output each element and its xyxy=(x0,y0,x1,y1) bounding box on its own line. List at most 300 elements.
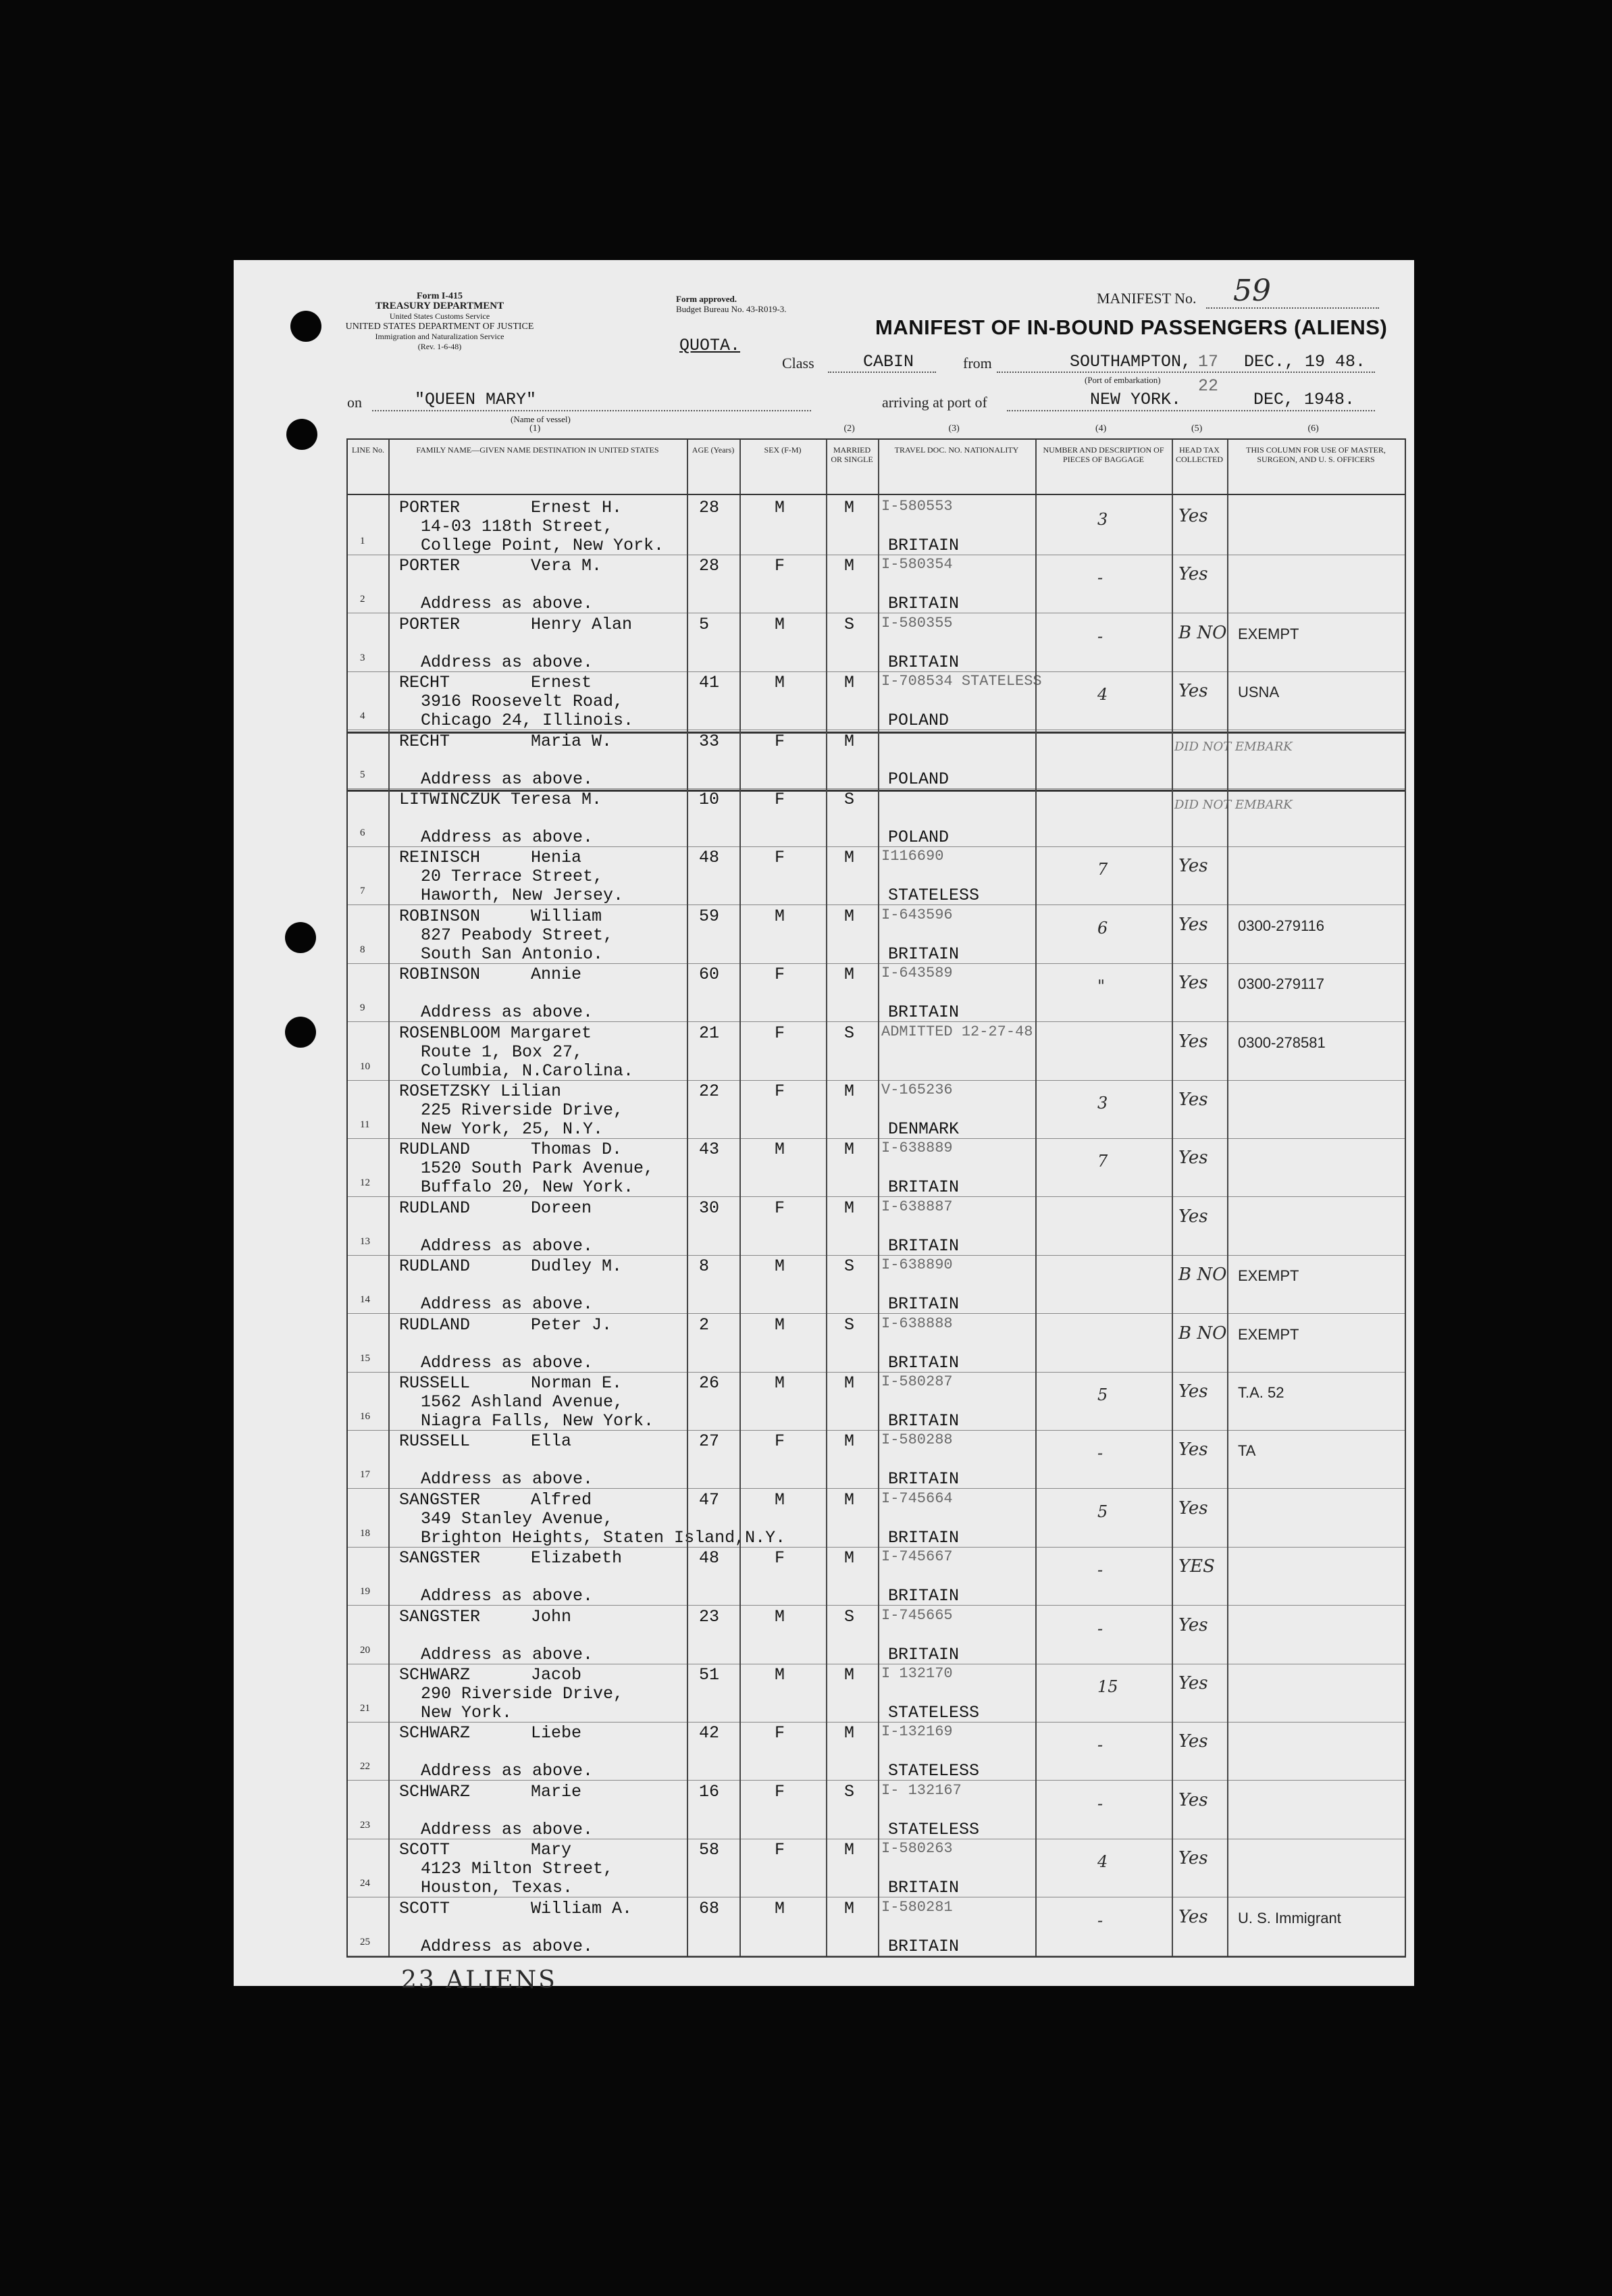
travel-doc-number: I-638889 xyxy=(881,1140,953,1157)
age: 47 xyxy=(699,1489,720,1510)
passenger-name: ROSETZSKY Lilian xyxy=(399,1081,562,1101)
address-line-1: 225 Riverside Drive, xyxy=(421,1100,624,1120)
baggage-count: - xyxy=(1097,1793,1103,1813)
column-divider xyxy=(826,440,827,1956)
travel-doc-number: I-745664 xyxy=(881,1489,953,1507)
form-agency-block xyxy=(328,291,551,352)
head-tax: Yes xyxy=(1178,1673,1208,1693)
table-row xyxy=(348,1839,1405,1897)
passenger-name: SANGSTER Elizabeth xyxy=(399,1548,623,1568)
sex: M xyxy=(775,1315,785,1335)
table-row xyxy=(348,1897,1405,1956)
column-header: MARRIED OR SINGLE xyxy=(831,445,873,464)
address-line-1: 1562 Ashland Avenue, xyxy=(421,1392,624,1412)
passenger-name: RUDLAND Thomas D. xyxy=(399,1140,623,1160)
age: 51 xyxy=(699,1665,720,1685)
passenger-name: SCOTT William A. xyxy=(399,1898,633,1918)
nationality: BRITAIN xyxy=(888,1294,960,1315)
nationality: BRITAIN xyxy=(888,1235,960,1256)
manifest-title: MANIFEST OF IN-BOUND PASSENGERS (ALIENS) xyxy=(875,315,1388,339)
marital-status: M xyxy=(844,848,855,868)
passenger-name: PORTER Henry Alan xyxy=(399,614,633,634)
passenger-name: PORTER Vera M. xyxy=(399,556,602,576)
baggage-count: 15 xyxy=(1097,1677,1118,1696)
line-number: 7 xyxy=(360,886,365,897)
table-row xyxy=(348,1197,1405,1256)
sex: F xyxy=(775,1023,785,1043)
table-row xyxy=(348,846,1405,905)
passenger-name: SCHWARZ Liebe xyxy=(399,1723,582,1743)
address-line-2: Address as above. xyxy=(421,827,594,847)
passenger-name: ROBINSON Annie xyxy=(399,965,582,985)
table-row xyxy=(348,963,1405,1022)
travel-doc-number: I-638888 xyxy=(881,1315,953,1332)
head-tax: YES xyxy=(1178,1556,1215,1577)
column-header: THIS COLUMN FOR USE OF MASTER, SURGEON, AND U. S. OFFICERS xyxy=(1246,445,1386,464)
head-tax: Yes xyxy=(1178,506,1208,526)
column-header: AGE (Years) xyxy=(692,445,735,455)
address-line-2: Address as above. xyxy=(421,1294,594,1315)
passenger-name: LITWINCZUK Teresa M. xyxy=(399,790,602,809)
column-header: SEX (F-M) xyxy=(764,445,802,455)
nationality: BRITAIN xyxy=(888,1469,960,1489)
table-row xyxy=(348,1430,1405,1489)
officer-note: EXEMPT xyxy=(1238,1325,1299,1343)
justice-department: UNITED STATES DEPARTMENT OF JUSTICE xyxy=(345,322,534,332)
head-tax: DID NOT EMBARK xyxy=(1174,739,1293,754)
head-tax: Yes xyxy=(1178,1906,1208,1927)
address-line-2: Haworth, New Jersey. xyxy=(421,886,624,906)
age: 23 xyxy=(699,1606,720,1627)
age: 68 xyxy=(699,1898,720,1918)
table-row xyxy=(348,613,1405,672)
marital-status: M xyxy=(844,1898,855,1918)
passenger-name: RECHT Ernest xyxy=(399,673,592,693)
on-label: on xyxy=(347,394,362,411)
budget-approval xyxy=(676,294,787,314)
strike-through-line xyxy=(348,732,1405,734)
ins-service: Immigration and Naturalization Service xyxy=(375,332,504,341)
line-number: 15 xyxy=(360,1352,370,1364)
age: 41 xyxy=(699,673,720,693)
head-tax: DID NOT EMBARK xyxy=(1174,798,1293,812)
baggage-count: - xyxy=(1097,1618,1103,1638)
baggage-count: - xyxy=(1097,1910,1103,1930)
table-row xyxy=(348,1022,1405,1081)
address-line-2: Columbia, N.Carolina. xyxy=(421,1061,634,1081)
age: 30 xyxy=(699,1198,720,1218)
age: 26 xyxy=(699,1373,720,1393)
nationality: BRITAIN xyxy=(888,944,960,964)
column-header: HEAD TAX COLLECTED xyxy=(1176,445,1223,464)
baggage-count: 4 xyxy=(1097,1852,1108,1872)
address-line-2: Address as above. xyxy=(421,594,594,614)
table-row xyxy=(348,1606,1405,1664)
nationality: BRITAIN xyxy=(888,1002,960,1023)
sex: M xyxy=(775,1665,785,1685)
line-number: 4 xyxy=(360,711,365,722)
marital-status: M xyxy=(844,1489,855,1510)
marital-status: M xyxy=(844,906,855,926)
embarkation-note: (Port of embarkation) xyxy=(1085,375,1161,385)
marital-status: M xyxy=(844,1140,855,1160)
travel-doc-number: I-745667 xyxy=(881,1548,953,1566)
head-tax: Yes xyxy=(1178,914,1208,935)
passenger-name: RUSSELL Norman E. xyxy=(399,1373,623,1393)
travel-doc-number: I-580355 xyxy=(881,614,953,632)
line-number: 20 xyxy=(360,1644,370,1656)
marital-status: S xyxy=(844,1256,855,1277)
line-number: 1 xyxy=(360,536,365,546)
address-line-2: Address as above. xyxy=(421,1002,594,1023)
punch-hole-1 xyxy=(290,311,321,342)
age: 28 xyxy=(699,556,720,576)
from-label: from xyxy=(963,355,992,372)
line-number: 16 xyxy=(360,1411,370,1422)
nationality: BRITAIN xyxy=(888,1527,960,1548)
table-row xyxy=(348,788,1405,847)
marital-status: M xyxy=(844,731,855,751)
travel-doc-number: I-580287 xyxy=(881,1373,953,1390)
marital-status: M xyxy=(844,498,855,517)
line-number: 23 xyxy=(360,1819,370,1831)
manifest-no-value: 59 xyxy=(1233,274,1271,308)
nationality: BRITAIN xyxy=(888,536,960,555)
line-number: 14 xyxy=(360,1294,370,1306)
class-label: Class xyxy=(782,355,814,372)
address-line-2: New York, 25, N.Y. xyxy=(421,1119,604,1139)
table-row xyxy=(348,1664,1405,1723)
sex: M xyxy=(775,673,785,693)
line-number: 13 xyxy=(360,1235,370,1247)
address-line-2: Address as above. xyxy=(421,1644,594,1664)
sex: F xyxy=(775,1840,785,1860)
baggage-count: - xyxy=(1097,568,1103,588)
address-line-2: Address as above. xyxy=(421,1352,594,1373)
table-row xyxy=(348,905,1405,964)
column-divider xyxy=(1035,440,1037,1956)
marital-status: M xyxy=(844,1081,855,1101)
vessel-note: (Name of vessel) xyxy=(511,414,571,424)
age: 16 xyxy=(699,1781,720,1802)
age: 42 xyxy=(699,1723,720,1743)
address-line-2: Houston, Texas. xyxy=(421,1878,573,1898)
nationality: STATELESS xyxy=(888,1761,980,1781)
travel-doc-number: I-580354 xyxy=(881,556,953,573)
address-line-2: Niagra Falls, New York. xyxy=(421,1411,654,1431)
sex: F xyxy=(775,1548,785,1568)
marital-status: M xyxy=(844,1373,855,1393)
passenger-name: SANGSTER John xyxy=(399,1606,572,1627)
sex: F xyxy=(775,1723,785,1743)
travel-doc-number: I-580553 xyxy=(881,498,953,515)
age: 58 xyxy=(699,1840,720,1860)
officer-note: U. S. Immigrant xyxy=(1238,1909,1341,1927)
table-row xyxy=(348,496,1405,555)
address-line-1: 3916 Roosevelt Road, xyxy=(421,692,624,712)
nationality: STATELESS xyxy=(888,886,980,906)
sex: M xyxy=(775,1140,785,1160)
officer-note: EXEMPT xyxy=(1238,1267,1299,1285)
address-line-2: Chicago 24, Illinois. xyxy=(421,711,634,731)
officer-note: TA xyxy=(1238,1442,1256,1460)
officer-note: 0300-279116 xyxy=(1238,917,1325,934)
nationality: BRITAIN xyxy=(888,1177,960,1198)
nationality: BRITAIN xyxy=(888,594,960,614)
baggage-count: " xyxy=(1097,977,1106,996)
column-number: (3) xyxy=(948,424,960,434)
officer-note: T.A. 52 xyxy=(1238,1384,1284,1401)
travel-doc-number: I116690 xyxy=(881,848,944,865)
address-line-2: Address as above. xyxy=(421,1586,594,1606)
address-line-2: Address as above. xyxy=(421,1235,594,1256)
travel-doc-number: I-745665 xyxy=(881,1606,953,1624)
passenger-name: SCHWARZ Marie xyxy=(399,1781,582,1802)
head-tax: Yes xyxy=(1178,1614,1208,1635)
marital-status: S xyxy=(844,790,855,809)
class-value: CABIN xyxy=(863,352,914,372)
head-tax: Yes xyxy=(1178,1731,1208,1752)
baggage-count: - xyxy=(1097,626,1103,646)
officer-note: USNA xyxy=(1238,684,1280,701)
sex: M xyxy=(775,1606,785,1627)
table-row xyxy=(348,1489,1405,1548)
column-number: (4) xyxy=(1095,424,1107,434)
travel-doc-number: I-580288 xyxy=(881,1431,953,1449)
head-tax: B NO xyxy=(1178,622,1227,643)
form-number: Form I-415 xyxy=(416,291,463,301)
sex: F xyxy=(775,1431,785,1452)
line-number: 18 xyxy=(360,1527,370,1539)
marital-status: M xyxy=(844,1548,855,1568)
table-row xyxy=(348,1722,1405,1781)
depart-month-year: DEC., 19 48. xyxy=(1244,352,1366,372)
line-number: 3 xyxy=(360,652,365,663)
head-tax: B NO xyxy=(1178,1323,1227,1344)
sex: F xyxy=(775,731,785,751)
marital-status: S xyxy=(844,614,855,634)
baggage-count: 3 xyxy=(1097,1094,1108,1113)
travel-doc-number: I-708534 STATELESS xyxy=(881,673,1042,690)
sex: F xyxy=(775,1081,785,1101)
nationality: POLAND xyxy=(888,711,950,731)
passenger-name: SANGSTER Alfred xyxy=(399,1489,592,1510)
nationality: POLAND xyxy=(888,769,950,789)
travel-doc-number: I- 132167 xyxy=(881,1781,962,1799)
column-divider xyxy=(878,440,879,1956)
address-line-1: Route 1, Box 27, xyxy=(421,1042,583,1062)
line-number: 17 xyxy=(360,1469,370,1481)
sex: M xyxy=(775,1489,785,1510)
marital-status: M xyxy=(844,1431,855,1452)
line-number: 8 xyxy=(360,944,365,955)
column-divider xyxy=(1172,440,1173,1956)
sex: F xyxy=(775,965,785,985)
table-row xyxy=(348,1314,1405,1373)
address-line-2: Address as above. xyxy=(421,652,594,672)
baggage-count: 4 xyxy=(1097,685,1108,705)
head-tax: Yes xyxy=(1178,1148,1208,1169)
column-header: TRAVEL DOC. NO. NATIONALITY xyxy=(894,445,1019,455)
head-tax: Yes xyxy=(1178,1439,1208,1460)
marital-status: M xyxy=(844,673,855,693)
budget-number: Budget Bureau No. 43-R019-3. xyxy=(676,304,787,314)
head-tax: Yes xyxy=(1178,973,1208,994)
nationality: BRITAIN xyxy=(888,1936,960,1956)
baggage-count: 6 xyxy=(1097,918,1108,938)
head-tax: Yes xyxy=(1178,1789,1208,1810)
travel-doc-number: I 132170 xyxy=(881,1665,953,1682)
arrival-day: 22 xyxy=(1198,376,1219,396)
age: 43 xyxy=(699,1140,720,1160)
nationality: BRITAIN xyxy=(888,1644,960,1664)
passenger-name: PORTER Ernest H. xyxy=(399,498,623,517)
nationality: BRITAIN xyxy=(888,1586,960,1606)
passenger-table xyxy=(346,424,1406,1958)
line-number: 12 xyxy=(360,1177,370,1189)
customs-service: United States Customs Service xyxy=(389,311,490,321)
age: 22 xyxy=(699,1081,720,1101)
marital-status: S xyxy=(844,1781,855,1802)
column-header: FAMILY NAME—GIVEN NAME DESTINATION IN UNITED STATES xyxy=(416,445,659,455)
line-number: 21 xyxy=(360,1703,370,1714)
table-row xyxy=(348,1138,1405,1197)
nationality: BRITAIN xyxy=(888,1411,960,1431)
address-line-2: South San Antonio. xyxy=(421,944,604,964)
head-tax: Yes xyxy=(1178,1381,1208,1402)
baggage-count: 7 xyxy=(1097,860,1108,879)
table-row xyxy=(348,555,1405,613)
officer-note: 0300-278581 xyxy=(1238,1034,1326,1051)
head-tax: Yes xyxy=(1178,856,1208,877)
sex: M xyxy=(775,1898,785,1918)
line-number: 5 xyxy=(360,769,365,780)
head-tax: Yes xyxy=(1178,1090,1208,1110)
line-number: 25 xyxy=(360,1936,370,1947)
arrival-port: NEW YORK. xyxy=(1090,390,1182,409)
head-tax: Yes xyxy=(1178,1206,1208,1227)
baggage-count: - xyxy=(1097,1560,1103,1580)
baggage-count: - xyxy=(1097,1735,1103,1755)
column-number: (2) xyxy=(843,424,855,434)
table-row xyxy=(348,1080,1405,1139)
column-number: (6) xyxy=(1307,424,1319,434)
table-row xyxy=(348,730,1405,789)
passenger-name: REINISCH Henia xyxy=(399,848,582,868)
address-line-2: Buffalo 20, New York. xyxy=(421,1177,634,1198)
marital-status: M xyxy=(844,1723,855,1743)
line-number: 9 xyxy=(360,1002,365,1014)
age: 48 xyxy=(699,1548,720,1568)
sex: F xyxy=(775,790,785,809)
passenger-name: ROSENBLOOM Margaret xyxy=(399,1023,592,1043)
passenger-name: SCOTT Mary xyxy=(399,1840,572,1860)
column-header: NUMBER AND DESCRIPTION OF PIECES OF BAGGAGE xyxy=(1043,445,1164,464)
address-line-1: 1520 South Park Avenue, xyxy=(421,1158,654,1179)
port-embarkation: SOUTHAMPTON, xyxy=(1070,352,1192,372)
travel-doc-number: I-643589 xyxy=(881,965,953,982)
line-number: 6 xyxy=(360,827,365,838)
address-line-1: 290 Riverside Drive, xyxy=(421,1684,624,1704)
passenger-name: ROBINSON William xyxy=(399,906,602,926)
baggage-count: 5 xyxy=(1097,1502,1108,1521)
address-line-2: College Point, New York. xyxy=(421,536,665,555)
sex: M xyxy=(775,614,785,634)
passenger-name: RUSSELL Ella xyxy=(399,1431,572,1452)
line-number: 11 xyxy=(360,1119,370,1130)
manifest-no-label: MANIFEST No. xyxy=(1097,290,1197,307)
age: 5 xyxy=(699,614,710,634)
treasury-department: TREASURY DEPARTMENT xyxy=(375,301,504,311)
table-row xyxy=(348,1547,1405,1606)
punch-hole-4 xyxy=(285,1017,316,1048)
nationality: STATELESS xyxy=(888,1703,980,1723)
officer-note: 0300-279117 xyxy=(1238,975,1325,993)
passenger-name: RUDLAND Peter J. xyxy=(399,1315,613,1335)
marital-status: M xyxy=(844,1665,855,1685)
nationality: STATELESS xyxy=(888,1819,980,1839)
form-approved: Form approved. xyxy=(676,294,737,304)
baggage-count: 3 xyxy=(1097,510,1108,529)
address-line-2: New York. xyxy=(421,1703,513,1723)
head-tax: Yes xyxy=(1178,681,1208,702)
travel-doc-number: I-638890 xyxy=(881,1256,953,1274)
address-line-1: 4123 Milton Street, xyxy=(421,1859,614,1879)
passenger-name: RUDLAND Doreen xyxy=(399,1198,592,1218)
table-row xyxy=(348,1255,1405,1314)
column-divider xyxy=(388,440,390,1956)
strike-through-line xyxy=(348,790,1405,792)
age: 33 xyxy=(699,731,720,751)
age: 60 xyxy=(699,965,720,985)
address-line-1: 349 Stanley Avenue, xyxy=(421,1508,614,1529)
line-number: 19 xyxy=(360,1586,370,1598)
address-line-1: 20 Terrace Street, xyxy=(421,867,604,887)
punch-hole-2 xyxy=(286,419,317,450)
column-divider xyxy=(739,440,741,1956)
arrival-month-year: DEC, 1948. xyxy=(1253,390,1355,409)
sex: M xyxy=(775,498,785,517)
marital-status: M xyxy=(844,1198,855,1218)
table-row xyxy=(348,1372,1405,1431)
age: 28 xyxy=(699,498,720,517)
address-line-2: Address as above. xyxy=(421,1819,594,1839)
manifest-sheet xyxy=(234,260,1414,1994)
nationality: POLAND xyxy=(888,827,950,847)
sex: M xyxy=(775,1373,785,1393)
head-tax: Yes xyxy=(1178,1031,1208,1052)
nationality: BRITAIN xyxy=(888,652,960,672)
line-number: 10 xyxy=(360,1061,370,1072)
travel-doc-number: I-132169 xyxy=(881,1723,953,1741)
address-line-1: 14-03 118th Street, xyxy=(421,517,614,536)
head-tax: Yes xyxy=(1178,1498,1208,1519)
vessel-name: "QUEEN MARY" xyxy=(415,390,537,409)
depart-day: 17 xyxy=(1198,352,1219,372)
line-number: 22 xyxy=(360,1761,370,1772)
sex: F xyxy=(775,556,785,576)
sex: M xyxy=(775,1256,785,1277)
passenger-name: SCHWARZ Jacob xyxy=(399,1665,582,1685)
address-line-2: Brighton Heights, Staten Island,N.Y. xyxy=(421,1527,786,1548)
travel-doc-number: I-580281 xyxy=(881,1898,953,1916)
age: 10 xyxy=(699,790,720,809)
marital-status: M xyxy=(844,1840,855,1860)
nationality: BRITAIN xyxy=(888,1878,960,1898)
nationality: BRITAIN xyxy=(888,1352,960,1373)
sex: F xyxy=(775,1198,785,1218)
column-divider xyxy=(687,440,688,1956)
